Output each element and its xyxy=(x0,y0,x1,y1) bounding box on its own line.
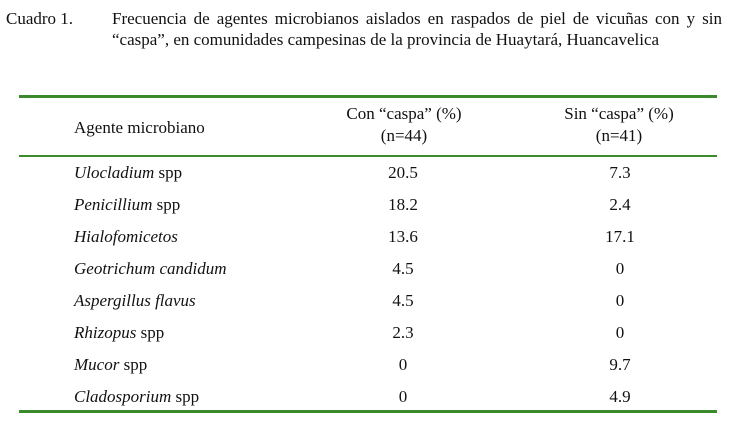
value-sin-caspa: 0 xyxy=(615,291,625,310)
table-row xyxy=(19,387,717,419)
table-row xyxy=(19,355,717,387)
value-sin-caspa: 17.1 xyxy=(605,227,635,246)
agent-name xyxy=(74,355,147,375)
value-con-caspa: 13.6 xyxy=(388,227,418,246)
value-con-caspa: 18.2 xyxy=(388,195,418,214)
caption-text: Frecuencia de agentes microbianos aislados en raspados de piel de vicuñas con y sin “caspa”, en comunidades campesinas de la provincia de Huaytará, Huancavelica xyxy=(112,9,722,49)
value-con-caspa: 2.3 xyxy=(392,323,414,342)
agent-name xyxy=(74,195,180,215)
agent-genus: Mucor xyxy=(74,355,120,374)
agent-genus: Rhizopus xyxy=(74,323,137,342)
table-row xyxy=(19,195,717,227)
agent-suffix: spp xyxy=(152,195,181,214)
agent-name xyxy=(74,227,178,247)
header-sin-caspa-n: (n=41) xyxy=(595,126,643,145)
value-con-caspa: 4.5 xyxy=(392,259,414,278)
table-row xyxy=(19,163,717,195)
agent-genus: Cladosporium xyxy=(74,387,172,406)
agent-name xyxy=(74,259,227,279)
table-header-rule xyxy=(19,155,717,157)
agent-genus: Ulocladium xyxy=(74,163,155,182)
table-top-rule xyxy=(19,95,717,98)
value-sin-caspa: 0 xyxy=(615,259,625,278)
agent-suffix: spp xyxy=(154,163,183,182)
header-sin-caspa-label: Sin “caspa” (%) xyxy=(564,104,674,123)
value-con-caspa: 0 xyxy=(398,355,408,374)
agent-genus: Geotrichum candidum xyxy=(74,259,227,278)
header-sin-caspa xyxy=(529,103,709,147)
agent-genus: Hialofomicetos xyxy=(74,227,178,246)
table-row xyxy=(19,227,717,259)
agent-suffix: spp xyxy=(171,387,200,406)
value-sin-caspa: 0 xyxy=(615,323,625,342)
table-row xyxy=(19,259,717,291)
agent-genus: Penicillium xyxy=(74,195,153,214)
header-con-caspa-label: Con “caspa” (%) xyxy=(346,104,462,123)
value-sin-caspa: 9.7 xyxy=(609,355,631,374)
header-agent: Agente microbiano xyxy=(74,118,205,137)
header-con-caspa-n: (n=44) xyxy=(380,126,428,145)
agent-suffix: spp xyxy=(136,323,165,342)
value-sin-caspa: 2.4 xyxy=(609,195,631,214)
caption-label: Cuadro 1. xyxy=(6,9,74,28)
agent-name xyxy=(74,387,199,407)
header-con-caspa xyxy=(314,103,494,147)
table-row xyxy=(19,291,717,323)
value-con-caspa: 20.5 xyxy=(388,163,418,182)
table-bottom-rule xyxy=(19,410,717,413)
value-con-caspa: 4.5 xyxy=(392,291,414,310)
agent-genus: Aspergillus flavus xyxy=(74,291,196,310)
agent-suffix: spp xyxy=(119,355,148,374)
agent-name xyxy=(74,163,182,183)
value-sin-caspa: 7.3 xyxy=(609,163,631,182)
value-con-caspa: 0 xyxy=(398,387,408,406)
agent-name xyxy=(74,323,164,343)
table-row xyxy=(19,323,717,355)
value-sin-caspa: 4.9 xyxy=(609,387,631,406)
agent-name xyxy=(74,291,196,311)
